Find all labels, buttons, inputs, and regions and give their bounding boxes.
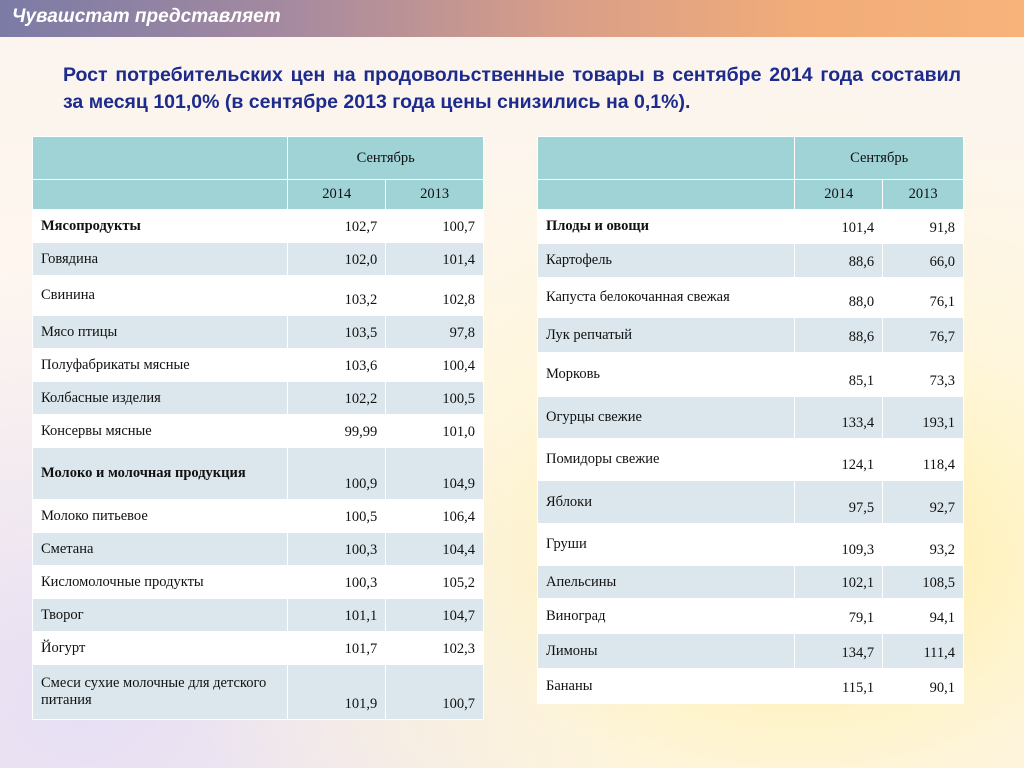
value-2013: 66,0 xyxy=(883,244,964,278)
header-bar xyxy=(0,0,1024,37)
row-label: Апельсины xyxy=(538,566,795,599)
value-2014: 88,6 xyxy=(795,244,883,278)
table-row xyxy=(33,566,484,599)
row-label: Груши xyxy=(538,524,795,566)
table-row xyxy=(33,243,484,276)
table-row xyxy=(33,415,484,448)
value-2014: 103,6 xyxy=(288,349,386,382)
year-2013-header: 2013 xyxy=(883,180,964,210)
row-label: Морковь xyxy=(538,353,795,397)
value-2014: 100,3 xyxy=(288,566,386,599)
value-2014: 101,1 xyxy=(288,599,386,632)
year-2014-header: 2014 xyxy=(288,180,386,210)
table-row xyxy=(33,599,484,632)
row-label: Молоко питьевое xyxy=(33,500,288,533)
value-2013: 101,0 xyxy=(386,415,484,448)
value-2014: 103,2 xyxy=(288,276,386,316)
row-label: Помидоры свежие xyxy=(538,439,795,481)
table-row xyxy=(33,349,484,382)
value-2014: 100,9 xyxy=(288,448,386,500)
value-2013: 105,2 xyxy=(386,566,484,599)
value-2014: 102,7 xyxy=(288,210,386,243)
row-label: Творог xyxy=(33,599,288,632)
header-blank-cell xyxy=(33,180,288,210)
value-2014: 85,1 xyxy=(795,353,883,397)
value-2014: 102,2 xyxy=(288,382,386,415)
row-label: Говядина xyxy=(33,243,288,276)
table-row xyxy=(33,665,484,720)
row-label: Мясопродукты xyxy=(33,210,288,243)
value-2013: 102,8 xyxy=(386,276,484,316)
value-2013: 90,1 xyxy=(883,669,964,704)
row-label: Смеси сухие молочные для детского питания xyxy=(33,665,288,720)
row-label: Яблоки xyxy=(538,481,795,524)
row-label: Кисломолочные продукты xyxy=(33,566,288,599)
value-2014: 115,1 xyxy=(795,669,883,704)
row-label: Капуста белокочанная свежая xyxy=(538,278,795,318)
value-2014: 88,6 xyxy=(795,318,883,353)
value-2014: 97,5 xyxy=(795,481,883,524)
table-row xyxy=(33,533,484,566)
value-2014: 101,7 xyxy=(288,632,386,665)
row-label: Плоды и овощи xyxy=(538,210,795,244)
header-title: Чувашстат представляет xyxy=(12,6,281,27)
value-2013: 93,2 xyxy=(883,524,964,566)
value-2013: 101,4 xyxy=(386,243,484,276)
value-2014: 88,0 xyxy=(795,278,883,318)
row-label: Лук репчатый xyxy=(538,318,795,353)
table-row xyxy=(538,481,964,524)
value-2013: 94,1 xyxy=(883,599,964,634)
value-2013: 100,5 xyxy=(386,382,484,415)
value-2013: 118,4 xyxy=(883,439,964,481)
value-2014: 79,1 xyxy=(795,599,883,634)
value-2013: 73,3 xyxy=(883,353,964,397)
table-row xyxy=(538,353,964,397)
value-2014: 102,0 xyxy=(288,243,386,276)
table-row xyxy=(538,244,964,278)
period-header: Сентябрь xyxy=(795,137,964,180)
table-row xyxy=(538,669,964,704)
row-label: Колбасные изделия xyxy=(33,382,288,415)
table-row xyxy=(538,278,964,318)
value-2013: 97,8 xyxy=(386,316,484,349)
value-2013: 104,7 xyxy=(386,599,484,632)
row-label: Йогурт xyxy=(33,632,288,665)
value-2013: 100,7 xyxy=(386,210,484,243)
value-2014: 134,7 xyxy=(795,634,883,669)
year-2014-header: 2014 xyxy=(795,180,883,210)
table-row xyxy=(538,439,964,481)
value-2014: 100,5 xyxy=(288,500,386,533)
value-2013: 104,9 xyxy=(386,448,484,500)
value-2014: 124,1 xyxy=(795,439,883,481)
value-2014: 101,4 xyxy=(795,210,883,244)
value-2013: 91,8 xyxy=(883,210,964,244)
table-body xyxy=(33,210,484,720)
table-row xyxy=(538,599,964,634)
row-label: Мясо птицы xyxy=(33,316,288,349)
value-2013: 100,7 xyxy=(386,665,484,720)
value-2014: 102,1 xyxy=(795,566,883,599)
value-2014: 103,5 xyxy=(288,316,386,349)
header-blank-cell xyxy=(538,180,795,210)
value-2014: 101,9 xyxy=(288,665,386,720)
value-2013: 111,4 xyxy=(883,634,964,669)
row-label: Виноград xyxy=(538,599,795,634)
row-label: Бананы xyxy=(538,669,795,704)
table-row xyxy=(33,448,484,500)
table-row xyxy=(33,632,484,665)
table-row xyxy=(33,500,484,533)
value-2013: 76,1 xyxy=(883,278,964,318)
value-2014: 109,3 xyxy=(795,524,883,566)
table-row xyxy=(538,566,964,599)
value-2014: 100,3 xyxy=(288,533,386,566)
value-2013: 108,5 xyxy=(883,566,964,599)
fruit-vegetable-table xyxy=(537,136,964,704)
table-row xyxy=(538,634,964,669)
row-label: Полуфабрикаты мясные xyxy=(33,349,288,382)
table-row xyxy=(33,276,484,316)
value-2013: 100,4 xyxy=(386,349,484,382)
value-2013: 193,1 xyxy=(883,397,964,439)
year-2013-header: 2013 xyxy=(386,180,484,210)
header-blank-cell xyxy=(33,137,288,180)
table-row xyxy=(538,210,964,244)
table-row xyxy=(538,318,964,353)
headline: Рост потребительских цен на продовольственные товары в сентябре 2014 года составил за месяц 101,0% (в сентябре 2013 года цены снизились на 0,1%). xyxy=(63,64,961,113)
table-row xyxy=(538,524,964,566)
period-header: Сентябрь xyxy=(288,137,484,180)
table-row xyxy=(33,210,484,243)
row-label: Молоко и молочная продукция xyxy=(33,448,288,500)
row-label: Картофель xyxy=(538,244,795,278)
row-label: Свинина xyxy=(33,276,288,316)
value-2013: 92,7 xyxy=(883,481,964,524)
table-row xyxy=(33,382,484,415)
value-2013: 76,7 xyxy=(883,318,964,353)
value-2014: 99,99 xyxy=(288,415,386,448)
value-2013: 104,4 xyxy=(386,533,484,566)
table-row xyxy=(538,397,964,439)
value-2014: 133,4 xyxy=(795,397,883,439)
header-blank-cell xyxy=(538,137,795,180)
table-row xyxy=(33,316,484,349)
table-body xyxy=(538,210,964,704)
row-label: Сметана xyxy=(33,533,288,566)
row-label: Огурцы свежие xyxy=(538,397,795,439)
row-label: Консервы мясные xyxy=(33,415,288,448)
value-2013: 106,4 xyxy=(386,500,484,533)
meat-dairy-table xyxy=(32,136,484,720)
row-label: Лимоны xyxy=(538,634,795,669)
value-2013: 102,3 xyxy=(386,632,484,665)
